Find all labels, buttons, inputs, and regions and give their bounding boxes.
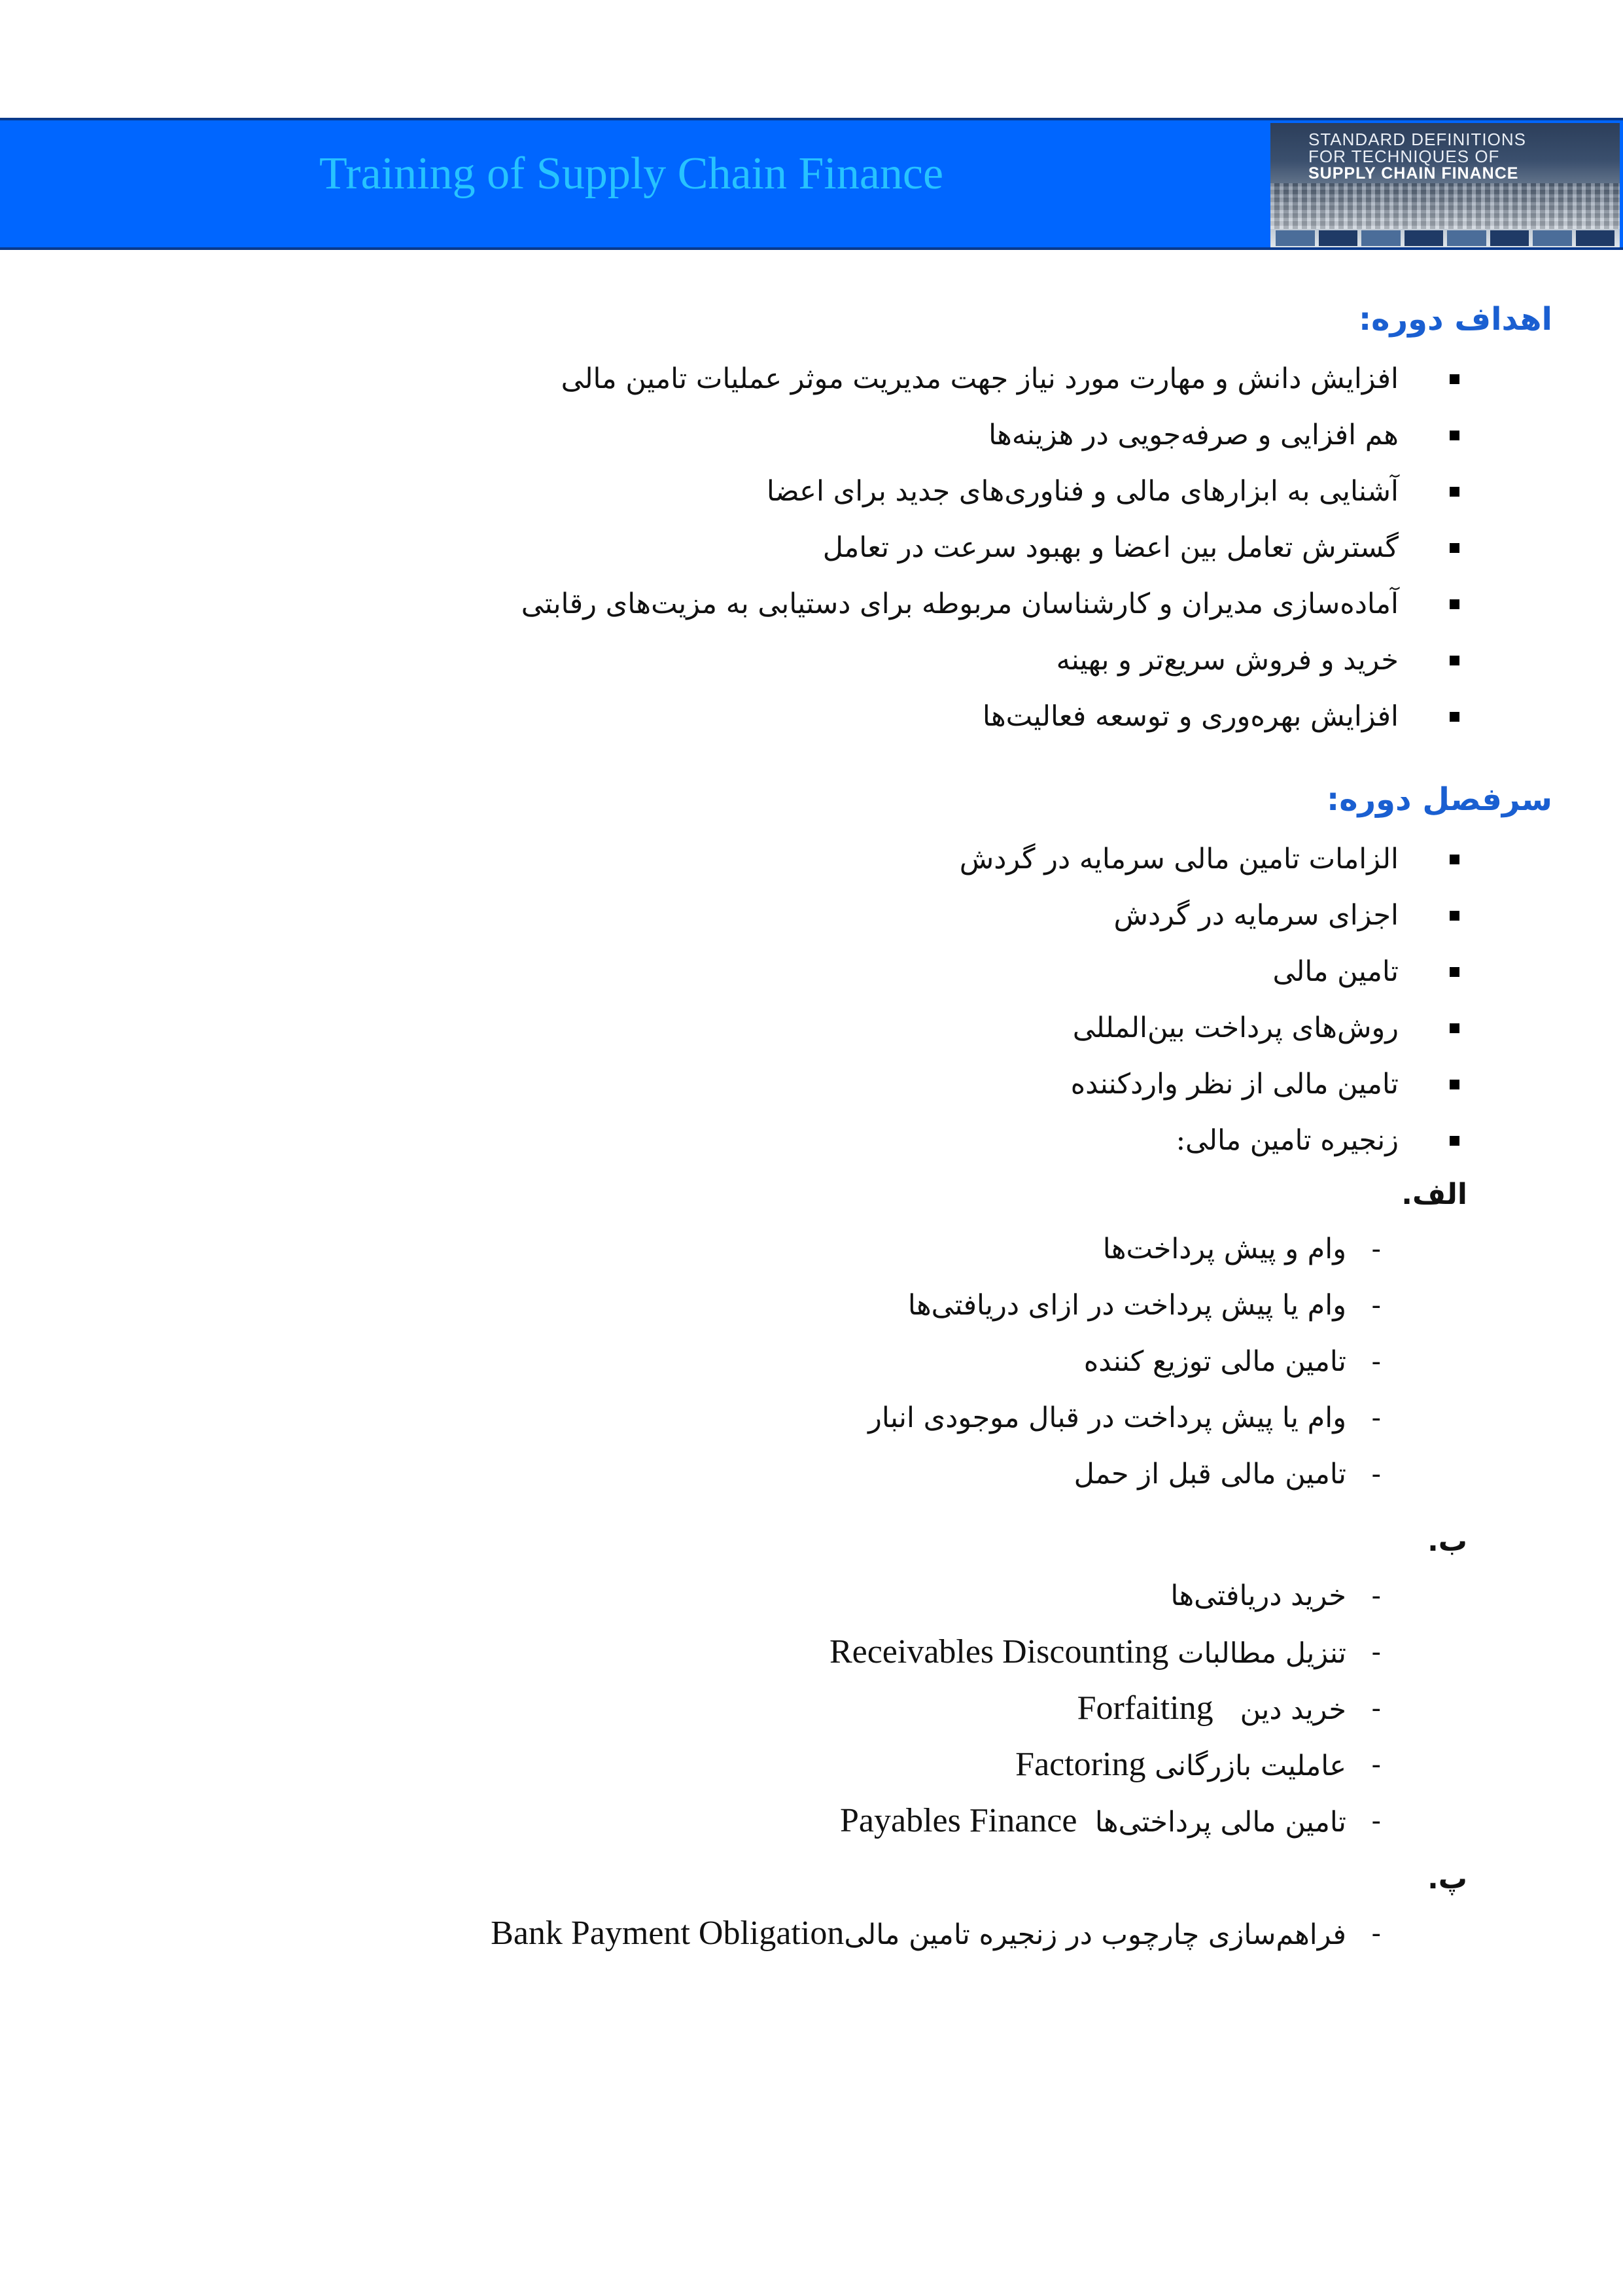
part-b-item-fa: خرید دین (1240, 1693, 1346, 1726)
part-b-item-fa: تامین مالی پرداختی‌ها (1094, 1806, 1346, 1839)
part-c-item-fa: فراهم‌سازی چارچوب در زنجیره تامین مالی (844, 1918, 1346, 1951)
objective-item: افزایش دانش و مهارت مورد نیاز جهت مدیریت موثر عملیات تامین مالی (54, 351, 1493, 407)
objective-item: افزایش بهره‌وری و توسعه فعالیت‌ها (54, 688, 1493, 745)
part-a-item: - وام یا پیش پرداخت در ازای دریافتی‌ها (54, 1277, 1493, 1333)
part-b-item (54, 1568, 1493, 1624)
part-c-label: پ. (1427, 1862, 1467, 1896)
header-title: Training of Supply Chain Finance (319, 149, 944, 199)
objective-item: گسترش تعامل بین اعضا و بهبود سرعت در تعامل (54, 520, 1493, 576)
syllabus-heading: سرفصل دوره: (1327, 781, 1552, 818)
syllabus-item: تامین مالی از نظر واردکننده (54, 1056, 1493, 1112)
objective-item: آشنایی به ابزارهای مالی و فناوری‌های جدید برای اعضا (54, 463, 1493, 520)
part-b-item-en: Factoring (1015, 1746, 1146, 1783)
course-logo (1270, 123, 1620, 247)
part-b-list (54, 1568, 1493, 1849)
objectives-list (54, 351, 1493, 745)
objectives-heading: اهداف دوره: (1358, 301, 1552, 338)
part-b-item (54, 1680, 1493, 1737)
part-c-item-en: Bank Payment Obligation (491, 1915, 845, 1952)
syllabus-list (54, 831, 1493, 1169)
logo-thumbnail-strip (1270, 229, 1620, 247)
part-c-list (54, 1905, 1493, 1962)
part-a-item: - وام یا پیش پرداخت در قبال موجودی انبار (54, 1390, 1493, 1446)
header-banner (0, 118, 1623, 250)
part-b-item-en: Receivables Discounting (829, 1633, 1169, 1670)
part-b-item-en: Forfaiting (1077, 1689, 1213, 1727)
logo-photo-texture (1270, 183, 1620, 229)
part-a-item: - تامین مالی قبل از حمل (54, 1446, 1493, 1502)
syllabus-item: روش‌های پرداخت بین‌المللی (54, 1000, 1493, 1056)
part-a-list (54, 1221, 1493, 1502)
part-b-item-en: Payables Finance (840, 1802, 1077, 1839)
part-b-item (54, 1737, 1493, 1793)
part-c-item (54, 1905, 1493, 1962)
objective-item: آماده‌سازی مدیران و کارشناسان مربوطه برای دستیابی به مزیت‌های رقابتی (54, 576, 1493, 632)
part-a-item: - تامین مالی توزیع کننده (54, 1333, 1493, 1390)
part-b-item (54, 1624, 1493, 1680)
objective-item: هم افزایی و صرفه‌جویی در هزینه‌ها (54, 407, 1493, 463)
document-body (54, 288, 1552, 1962)
part-b-item-fa: عاملیت بازرگانی (1155, 1750, 1346, 1782)
part-b-label: ب. (1427, 1525, 1467, 1558)
part-b-item-fa: خرید دریافتی‌ها (1170, 1580, 1346, 1612)
part-a-label: الف. (1401, 1178, 1467, 1211)
part-b-item (54, 1793, 1493, 1849)
syllabus-item: اجزای سرمایه در گردش (54, 887, 1493, 944)
part-a-item: - وام و پیش پرداخت‌ها (54, 1221, 1493, 1277)
syllabus-item: الزامات تامین مالی سرمایه در گردش (54, 831, 1493, 887)
syllabus-item: زنجیره تامین مالی: (54, 1112, 1493, 1169)
objective-item: خرید و فروش سریع‌تر و بهینه (54, 632, 1493, 688)
logo-line-3: SUPPLY CHAIN FINANCE (1308, 164, 1519, 183)
logo-line-1: STANDARD DEFINITIONS (1308, 130, 1526, 149)
part-b-item-fa: تنزیل مطالبات (1178, 1637, 1346, 1670)
syllabus-item: تامین مالی (54, 944, 1493, 1000)
logo-text (1308, 131, 1526, 182)
logo-line-2: FOR TECHNIQUES OF (1308, 147, 1500, 166)
